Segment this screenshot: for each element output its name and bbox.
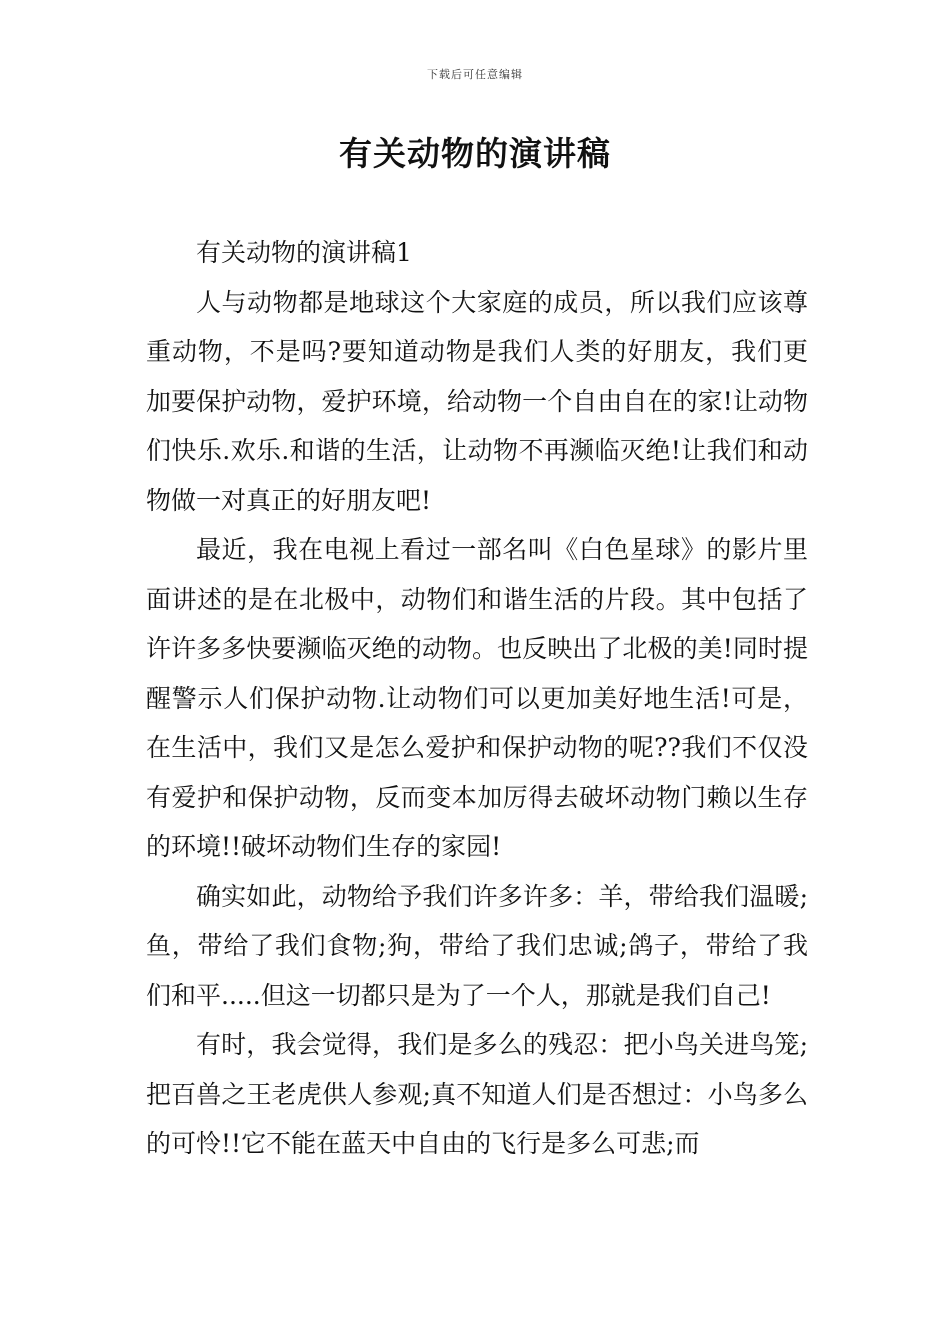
header-note: 下载后可任意编辑 <box>427 68 523 81</box>
paragraph: 最近，我在电视上看过一部名叫《白色星球》的影片里面讲述的是在北极中，动物们和谐生活的片段。其中包括了许许多多快要濒临灭绝的动物。也反映出了北极的美!同时提醒警示人们保护动物.让动物们可以更加美好地生活!可是，在生活中，我们又是怎么爱护和保护动物的呢??我们不仅没有爱护和保护动物，反而变本加厉得去破坏动物门赖以生存的环境!!破坏动物们生存的家园! <box>146 535 808 861</box>
document-title: 有关动物的演讲稿 <box>339 134 611 173</box>
paragraph: 有时，我会觉得，我们是多么的残忍：把小鸟关进鸟笼;把百兽之王老虎供人参观;真不知道人们是否想过：小鸟多么的可怜!!它不能在蓝天中自由的飞行是多么可悲;而 <box>146 1030 808 1158</box>
document-body <box>146 228 808 1169</box>
paragraph: 人与动物都是地球这个大家庭的成员，所以我们应该尊重动物，不是吗?要知道动物是我们人类的好朋友，我们更加要保护动物，爱护环境，给动物一个自由自在的家!让动物们快乐.欢乐.和谐的生活，让动物不再濒临灭绝!让我们和动物做一对真正的好朋友吧! <box>146 287 808 515</box>
paragraph-subtitle: 有关动物的演讲稿1 <box>196 238 412 267</box>
paragraph: 确实如此，动物给予我们许多许多：羊，带给我们温暖;鱼，带给了我们食物;狗，带给了我们忠诚;鸽子，带给了我们和平.....但这一切都只是为了一个人，那就是我们自己! <box>146 881 808 1010</box>
